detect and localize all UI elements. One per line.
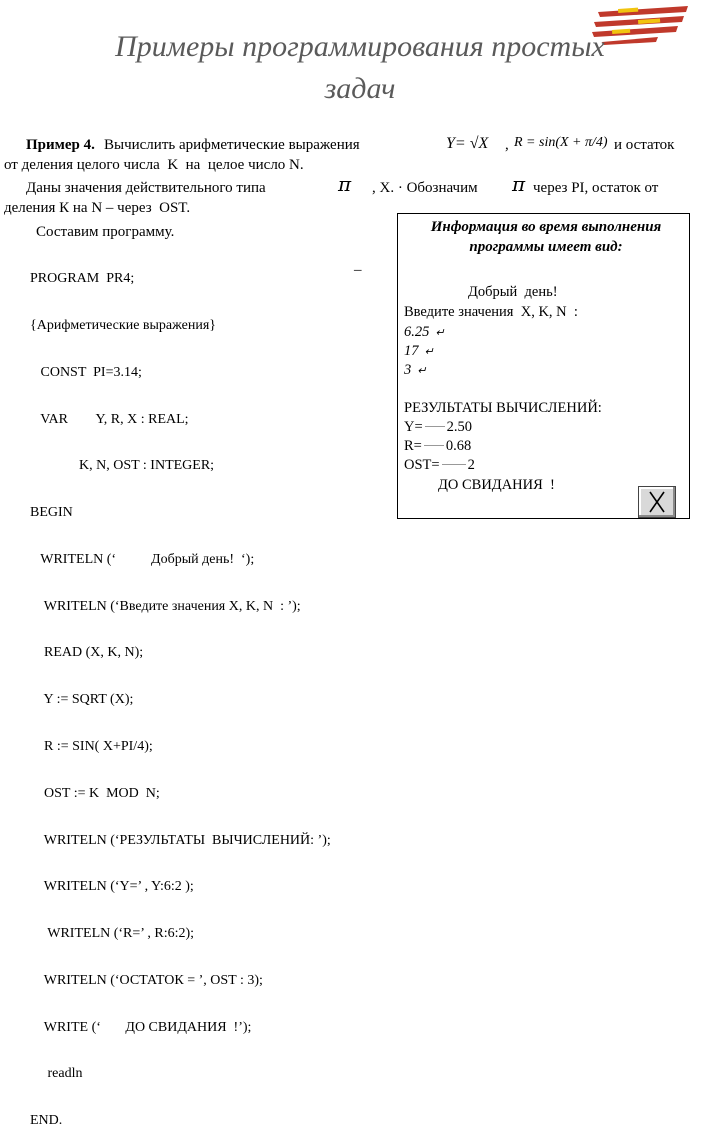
program-output-panel <box>397 213 690 519</box>
code-line: CONST PI=3.14; <box>30 364 142 380</box>
output-result-r: R= 0.68 <box>404 438 472 454</box>
output-input-value: 6.25 ↵ <box>404 324 445 340</box>
output-greeting: Добрый день! <box>468 284 558 300</box>
output-input-value: 17 ↵ <box>404 343 434 359</box>
code-line: K, N, OST : INTEGER; <box>30 458 215 474</box>
output-result-y: Y= 2.50 <box>404 419 473 435</box>
task-text-line-3b: , X. · Обозначим <box>372 180 478 196</box>
stop-button[interactable] <box>638 486 676 518</box>
task-text-line-3a: Даны значения действительного типа <box>26 180 266 196</box>
output-prompt: Введите значения X, K, N : <box>404 304 578 320</box>
output-goodbye: ДО СВИДАНИЯ ! <box>438 477 555 493</box>
enter-key-icon: ↵ <box>435 327 445 339</box>
page-title-line-2: задач <box>324 72 396 105</box>
code-line: READ (X, K, N); <box>30 645 144 661</box>
task-text-line-3c: через PI, остаток от <box>533 180 659 196</box>
code-line: WRITE (‘ ДО СВИДАНИЯ !’); <box>30 1019 252 1035</box>
code-line: WRITELN (‘РЕЗУЛЬТАТЫ ВЫЧИСЛЕНИЙ: ’); <box>30 832 331 848</box>
code-line: {Арифметические выражения} <box>30 317 216 333</box>
code-line: Y := SQRT (X); <box>30 692 134 708</box>
task-text-tail: и остаток <box>614 137 675 153</box>
code-line: WRITELN (‘Введите значения X, K, N : ’); <box>30 598 301 614</box>
code-line: readln <box>30 1066 83 1082</box>
example-label: Пример 4. <box>26 137 95 153</box>
enter-key-icon: ↵ <box>417 365 427 377</box>
code-line: WRITELN (‘ОСТАТОК = ’, OST : 3); <box>30 972 263 988</box>
task-text-line-5: Составим программу. <box>36 224 175 240</box>
code-line: VAR Y, R, X : REAL; <box>30 411 189 427</box>
output-heading: Информация во время выполнения программы имеет вид: <box>430 219 662 255</box>
formula-y: Y= √X <box>446 135 489 152</box>
formula-separator: , <box>505 137 509 153</box>
code-line: PROGRAM PR4; <box>30 271 135 287</box>
code-line: BEGIN <box>30 505 73 521</box>
output-input-value: 3 ↵ <box>404 362 427 378</box>
output-result-ost: OST= 2 <box>404 457 475 473</box>
code-line: R := SIN( X+PI/4); <box>30 739 153 754</box>
page-title-line-1: Примеры программирования простых <box>115 30 605 63</box>
code-line: OST := K MOD N; <box>30 785 160 801</box>
code-line: WRITELN (‘ Добрый день! ‘); <box>30 551 255 567</box>
formula-r: R = sin(X + π/4) <box>514 135 608 150</box>
code-line: END. <box>30 1113 63 1129</box>
program-listing <box>30 240 331 1144</box>
task-text: Вычислить арифметические выражения <box>104 137 360 153</box>
task-text-line-2: от деления целого числа K на целое число N. <box>4 157 304 173</box>
code-line: WRITELN (‘Y=’ , Y:6:2 ); <box>30 879 194 895</box>
pi-symbol-icon: π <box>338 172 352 196</box>
enter-key-icon: ↵ <box>424 346 434 358</box>
dash-mark: – <box>354 262 362 278</box>
task-text-line-4: деления К на N – через OST. <box>4 200 191 216</box>
pi-symbol-icon: π <box>512 172 526 196</box>
code-line: WRITELN (‘R=’ , R:6:2); <box>30 926 195 942</box>
output-results-heading: РЕЗУЛЬТАТЫ ВЫЧИСЛЕНИЙ: <box>404 400 602 416</box>
stop-x-icon <box>639 487 675 517</box>
